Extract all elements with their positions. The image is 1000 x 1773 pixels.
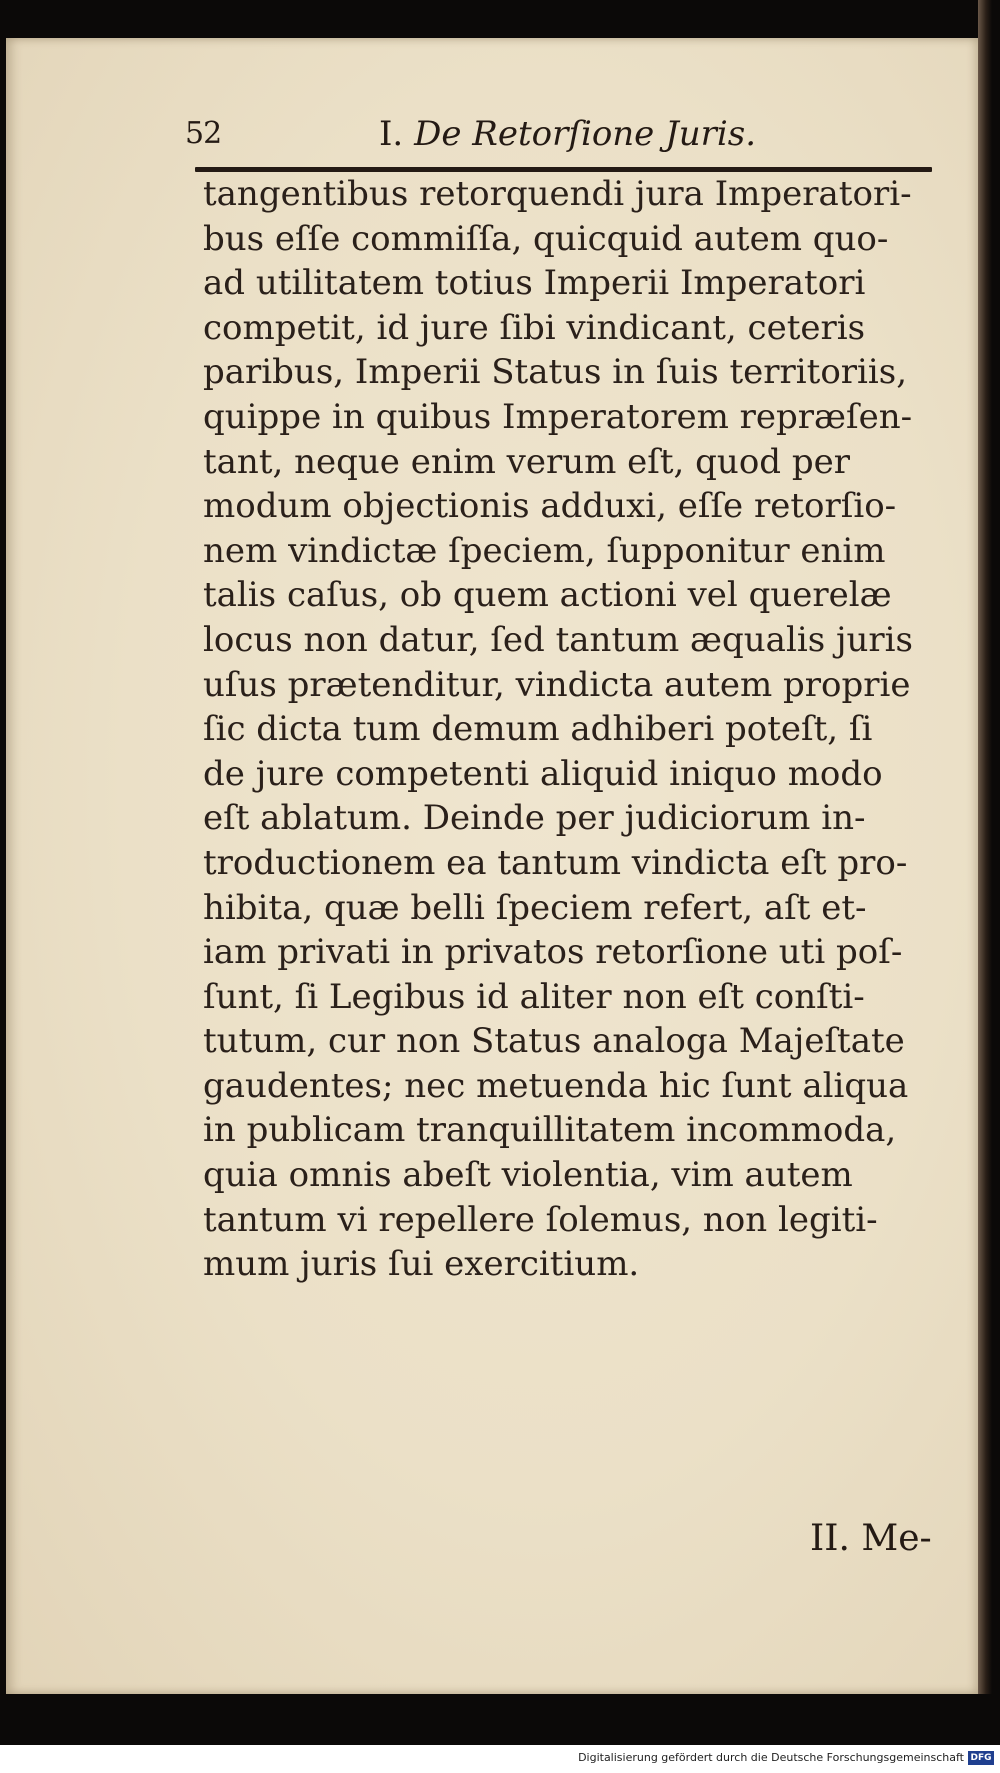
text-line: ad utilitatem totius Imperii Imperatori bbox=[203, 263, 866, 304]
text-line: de jure competenti aliquid iniquo modo bbox=[203, 753, 883, 794]
running-title bbox=[379, 114, 756, 154]
text-line: bus eſſe commiſſa, quicquid autem quo- bbox=[203, 218, 889, 259]
text-line: quippe in quibus Imperatorem repræſen- bbox=[203, 396, 913, 437]
scan-border-right bbox=[978, 0, 1000, 1745]
text-line: iam privati in privatos retorſione uti poſ- bbox=[203, 932, 903, 973]
text-line: ſic dicta tum demum adhiberi poteſt, ſi bbox=[203, 709, 873, 750]
text-line: tant, neque enim verum eſt, quod per bbox=[203, 441, 851, 482]
page-header bbox=[185, 110, 945, 160]
text-line: tangentibus retorquendi jura Imperatori- bbox=[203, 174, 912, 214]
footer-strip bbox=[0, 1745, 1000, 1773]
text-line: tutum, cur non Status analoga Majeſtate bbox=[203, 1021, 905, 1062]
text-line: competit, id jure ſibi vindicant, ceteris bbox=[203, 307, 866, 348]
text-line: modum objectionis adduxi, eſſe retorſio- bbox=[203, 486, 897, 527]
text-line: gaudentes; nec metuenda hic ſunt aliqua bbox=[203, 1065, 909, 1106]
body-text bbox=[203, 172, 943, 1287]
running-title-text: De Retorſione Juris. bbox=[414, 114, 757, 154]
text-line: tantum vi repellere ſolemus, non legiti- bbox=[203, 1199, 878, 1240]
funding-credit: Digitalisierung gefördert durch die Deutsche Forschungsgemeinschaft bbox=[578, 1751, 964, 1764]
running-title-numeral: I. bbox=[379, 114, 404, 154]
text-line: hibita, quæ belli ſpeciem refert, aſt et- bbox=[203, 887, 867, 928]
text-line: in publicam tranquillitatem incommoda, bbox=[203, 1110, 897, 1151]
text-line: eſt ablatum. Deinde per judiciorum in- bbox=[203, 798, 866, 839]
text-line: uſus prætenditur, vindicta autem proprie bbox=[203, 664, 911, 705]
scan-border-top bbox=[0, 0, 1000, 38]
scan-border-bottom bbox=[0, 1694, 1000, 1745]
catchword: II. Me- bbox=[810, 1518, 932, 1559]
text-line: talis caſus, ob quem actioni vel querelæ bbox=[203, 575, 892, 616]
text-line: troductionem ea tantum vindicta eſt pro- bbox=[203, 842, 908, 883]
text-line: nem vindictæ ſpeciem, ſupponitur enim bbox=[203, 530, 886, 571]
text-line: locus non datur, ſed tantum æqualis juris bbox=[203, 619, 913, 660]
text-line: ſunt, ſi Legibus id aliter non eſt conſti- bbox=[203, 976, 865, 1017]
text-line: paribus, Imperii Status in ſuis territoriis, bbox=[203, 352, 908, 393]
dfg-logo: DFG bbox=[968, 1751, 994, 1765]
page-number: 52 bbox=[185, 116, 222, 151]
text-line: mum juris ſui exercitium. bbox=[203, 1244, 640, 1285]
text-line: quia omnis abeſt violentia, vim autem bbox=[203, 1155, 853, 1196]
